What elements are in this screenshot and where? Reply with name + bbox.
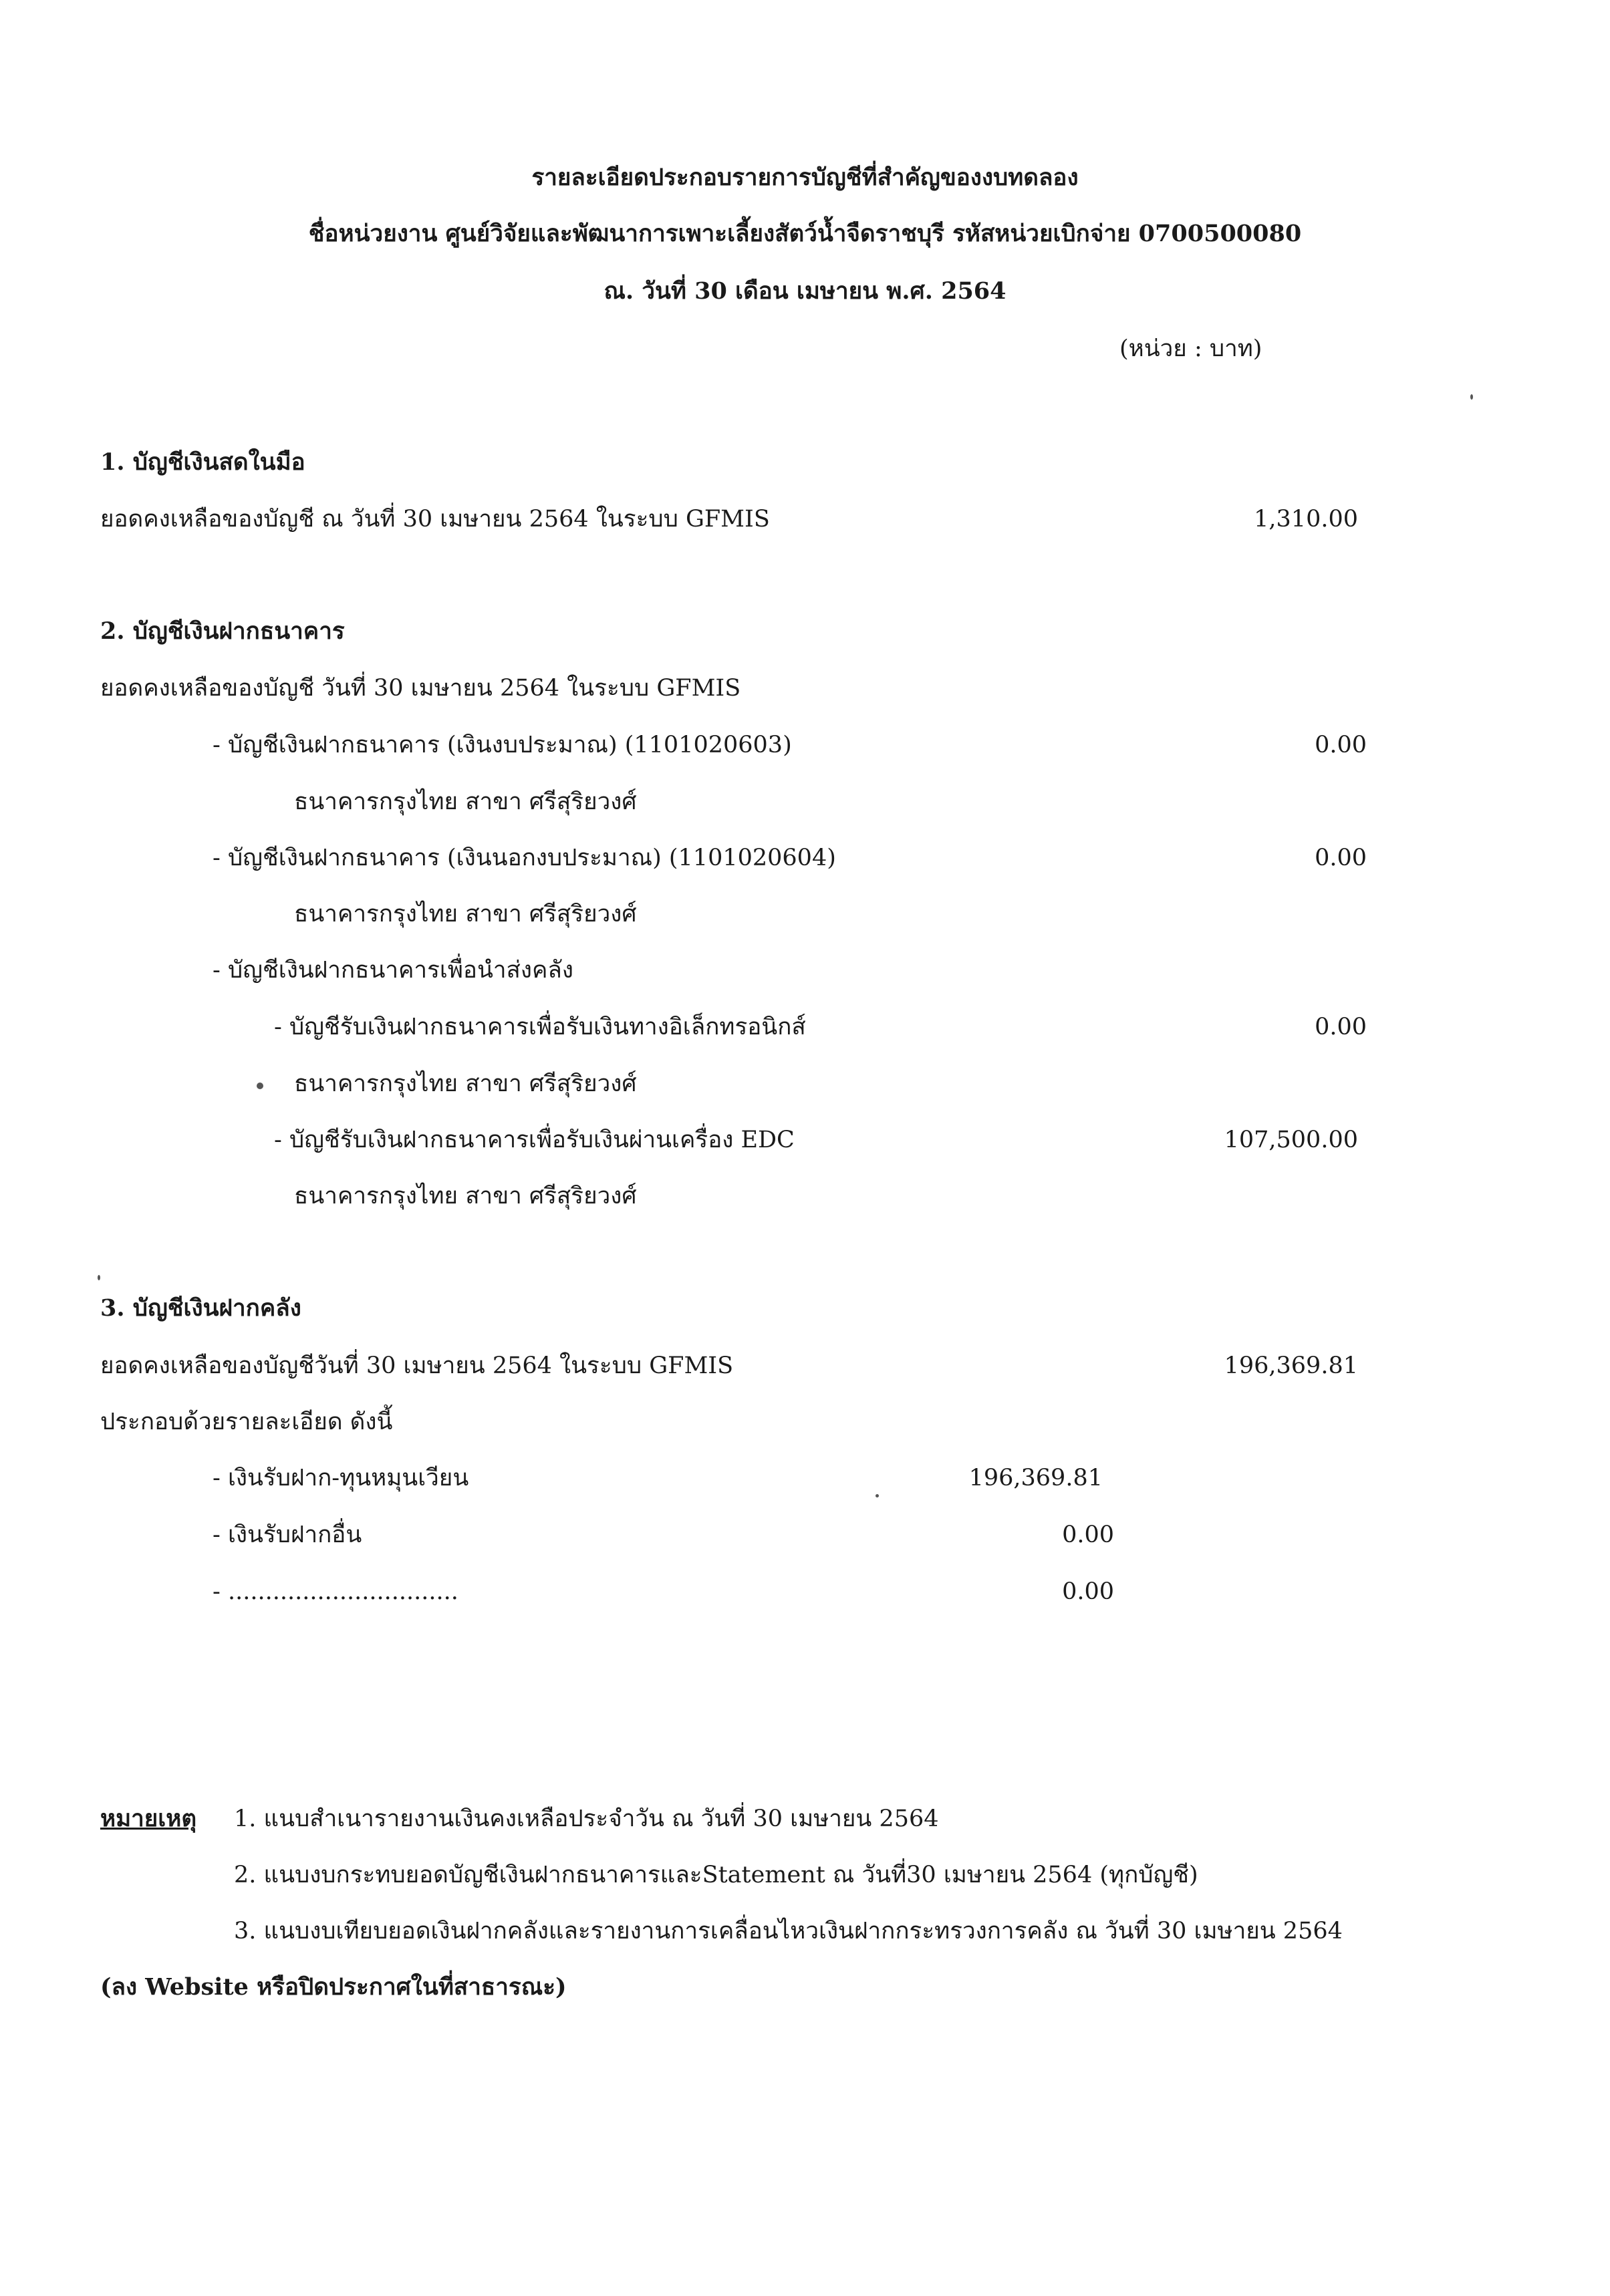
section1-line: ยอดคงเหลือของบัญชี ณ วันที่ 30 เมษายน 2564 ในระบบ GFMIS [100, 506, 770, 533]
section2-item-amount: 0.00 [1315, 732, 1367, 758]
section3-heading: 3. บัญชีเงินฝากคลัง [100, 1294, 301, 1322]
section2-item-label: - บัญชีเงินฝากธนาคาร (เงินนอกงบประมาณ) (1101020604) [213, 845, 836, 871]
document-title: รายละเอียดประกอบรายการบัญชีที่สำคัญของงบทดลอง [531, 164, 1079, 191]
section3-detail-label: - เงินรับฝาก-ทุนหมุนเวียน [213, 1465, 469, 1491]
section3-detail-amount: 0.00 [1062, 1522, 1114, 1548]
section2-item-label: - บัญชีเงินฝากธนาคารเพื่อนำส่งคลัง [213, 957, 573, 984]
scan-speck [1470, 394, 1473, 400]
section2-item-amount: 0.00 [1315, 1014, 1367, 1040]
section2-item-label: ธนาคารกรุงไทย สาขา ศรีสุริยวงศ์ [294, 788, 637, 815]
section3-detail-amount: 196,369.81 [968, 1465, 1103, 1491]
section2-item-label: ธนาคารกรุงไทย สาขา ศรีสุริยวงศ์ [294, 901, 637, 927]
section3-amount: 196,369.81 [1224, 1352, 1358, 1379]
section2-item-label: - บัญชีรับเงินฝากธนาคารเพื่อรับเงินทางอิเล็กทรอนิกส์ [274, 1014, 806, 1040]
notes-label: หมายเหตุ [100, 1805, 197, 1832]
note-item: 2. แนบงบกระทบยอดบัญชีเงินฝากธนาคารและStatement ณ วันที่30 เมษายน 2564 (ทุกบัญชี) [234, 1862, 1198, 1888]
scan-speck [257, 1083, 263, 1089]
section2-heading: 2. บัญชีเงินฝากธนาคาร [100, 617, 345, 645]
section3-line: ยอดคงเหลือของบัญชีวันที่ 30 เมษายน 2564 ในระบบ GFMIS [100, 1352, 734, 1379]
unit-label: (หน่วย : บาท) [1119, 335, 1262, 362]
scan-speck [876, 1494, 879, 1497]
note-item: 1. แนบสำเนารายงานเงินคงเหลือประจำวัน ณ วันที่ 30 เมษายน 2564 [234, 1806, 939, 1832]
agency-line: ชื่อหน่วยงาน ศูนย์วิจัยและพัฒนาการเพาะเลี้ยงสัตว์น้ำจืดราชบุรี รหัสหน่วยเบิกจ่าย 0700500080 [308, 220, 1302, 247]
scan-speck [98, 1275, 100, 1280]
section2-item-amount: 107,500.00 [1224, 1127, 1358, 1153]
section2-item-label: ธนาคารกรุงไทย สาขา ศรีสุริยวงศ์ [294, 1070, 637, 1097]
section2-item-label: ธนาคารกรุงไทย สาขา ศรีสุริยวงศ์ [294, 1183, 637, 1209]
note-item: 3. แนบงบเทียบยอดเงินฝากคลังและรายงานการเคลื่อนไหวเงินฝากกระทรวงการคลัง ณ วันที่ 30 เมษายน 2564 [234, 1918, 1343, 1945]
section3-detail-label: - เงินรับฝากอื่น [213, 1522, 362, 1548]
section1-heading: 1. บัญชีเงินสดในมือ [100, 448, 305, 476]
section3-detail-intro: ประกอบด้วยรายละเอียด ดังนี้ [100, 1409, 393, 1435]
section1-amount: 1,310.00 [1254, 506, 1358, 533]
date-line: ณ. วันที่ 30 เดือน เมษายน พ.ศ. 2564 [603, 277, 1007, 305]
section2-item-label: - บัญชีรับเงินฝากธนาคารเพื่อรับเงินผ่านเครื่อง EDC [274, 1127, 795, 1153]
notes-footer: (ลง Website หรือปิดประกาศในที่สาธารณะ) [100, 1973, 567, 2001]
section2-item-amount: 0.00 [1315, 845, 1367, 871]
section2-line: ยอดคงเหลือของบัญชี วันที่ 30 เมษายน 2564 ในระบบ GFMIS [100, 675, 741, 702]
section2-item-label: - บัญชีเงินฝากธนาคาร (เงินงบประมาณ) (1101020603) [213, 732, 792, 758]
section3-detail-label: - ............................... [213, 1578, 458, 1605]
section3-detail-amount: 0.00 [1062, 1578, 1114, 1605]
